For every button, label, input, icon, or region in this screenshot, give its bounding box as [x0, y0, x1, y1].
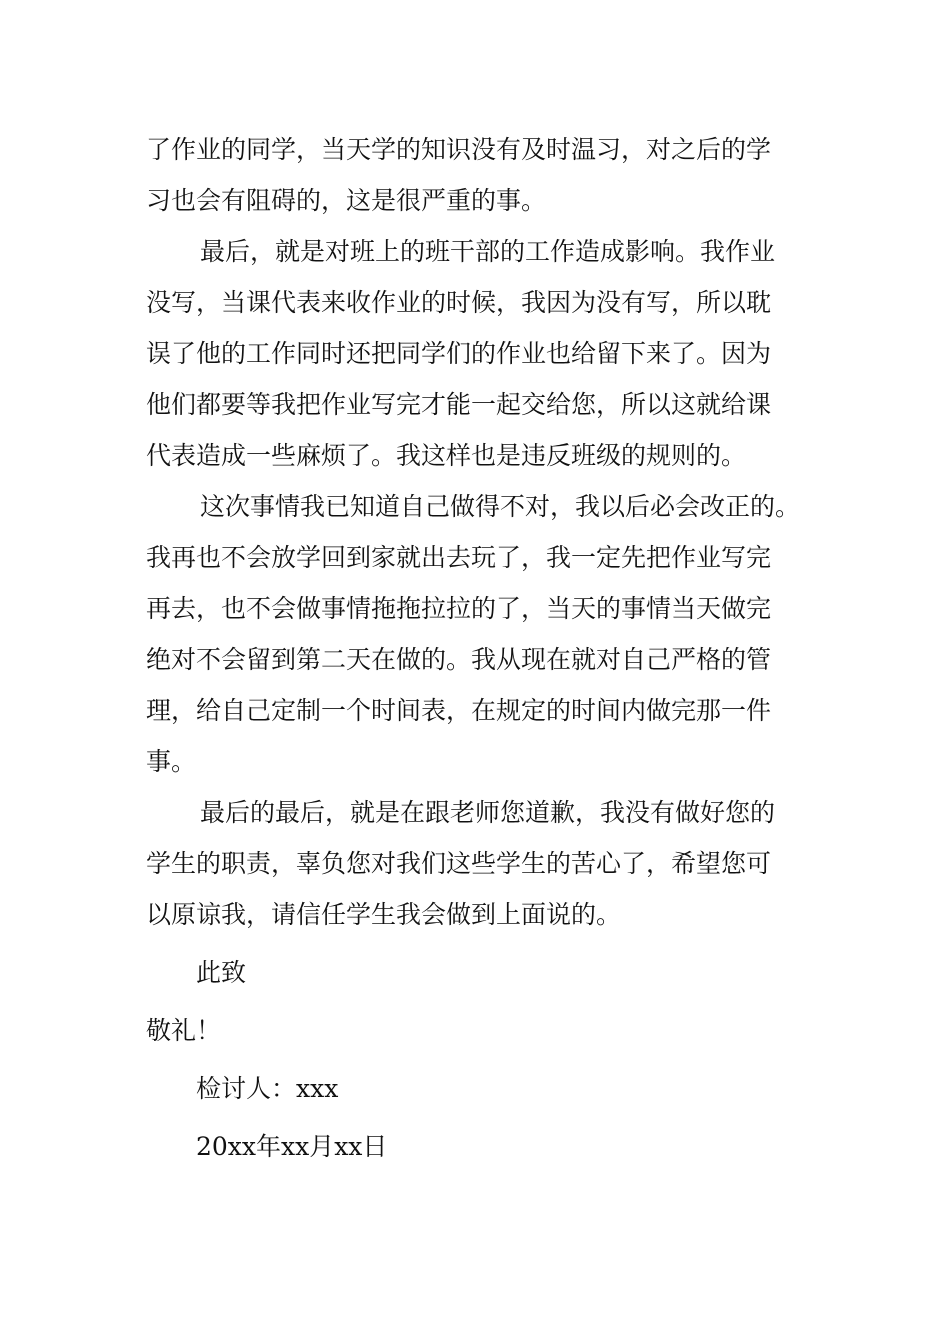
signer-line: 检讨人：xxx — [196, 1074, 339, 1103]
paragraph-apology — [146, 787, 836, 940]
text-line: 了作业的同学，当天学的知识没有及时温习，对之后的学 — [146, 135, 772, 164]
text-line: 再去，也不会做事情拖拖拉拉的了，当天的事情当天做完 — [146, 594, 772, 623]
text-line: 最后，就是对班上的班干部的工作造成影响。我作业 — [200, 237, 776, 266]
paragraph-continuation — [146, 124, 836, 226]
text-line: 代表造成一些麻烦了。我这样也是违反班级的规则的。 — [146, 441, 747, 470]
text-line: 绝对不会留到第二天在做的。我从现在就对自己严格的管 — [146, 645, 772, 674]
text-line: 理，给自己定制一个时间表，在规定的时间内做完那一件 — [146, 696, 772, 725]
closing-regards: 敬礼！ — [146, 1016, 222, 1045]
closing-salutation: 此致 — [196, 958, 247, 987]
text-line: 没写，当课代表来收作业的时候，我因为没有写，所以耽 — [146, 288, 772, 317]
text-line: 习也会有阻碍的，这是很严重的事。 — [146, 186, 547, 215]
text-line: 学生的职责，辜负您对我们这些学生的苦心了，希望您可 — [146, 849, 772, 878]
date-line: 20xx年xx月xx日 — [196, 1132, 388, 1161]
text-line: 我再也不会放学回到家就出去玩了，我一定先把作业写完 — [146, 543, 772, 572]
text-line: 这次事情我已知道自己做得不对，我以后必会改正的。 — [200, 492, 801, 521]
paragraph-class-effect — [146, 226, 836, 481]
letter-body — [146, 124, 836, 1172]
text-line: 以原谅我，请信任学生我会做到上面说的。 — [146, 900, 622, 929]
text-line: 最后的最后，就是在跟老师您道歉，我没有做好您的 — [200, 798, 776, 827]
text-line: 误了他的工作同时还把同学们的作业也给留下来了。因为 — [146, 339, 772, 368]
text-line: 他们都要等我把作业写完才能一起交给您，所以这就给课 — [146, 390, 772, 419]
paragraph-promise — [146, 481, 836, 787]
text-line: 事。 — [146, 747, 197, 776]
